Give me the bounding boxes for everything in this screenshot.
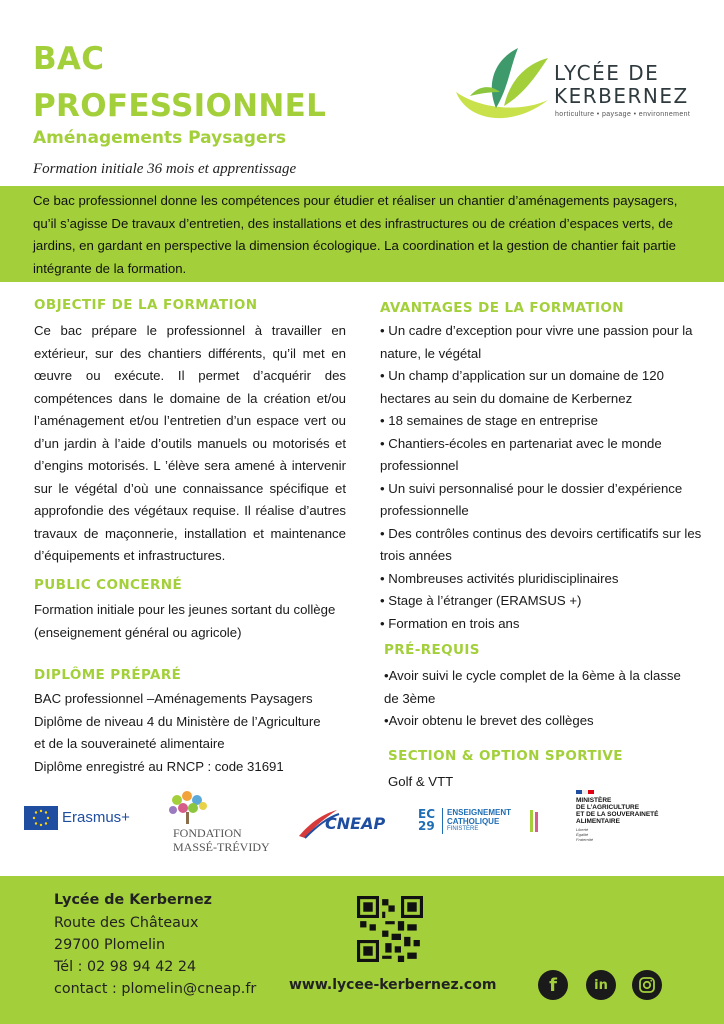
prerequis-list	[384, 665, 694, 733]
ec-label-1: ENSEIGNEMENT	[447, 808, 512, 817]
avantages-item: • Des contrôles continus des devoirs certificatifs sur les trois années	[380, 523, 710, 568]
avantages-heading: AVANTAGES DE LA FORMATION	[380, 300, 624, 316]
public-line-1: Formation initiale pour les jeunes sortant du collège	[34, 602, 336, 617]
erasmus-label: Erasmus+	[62, 809, 130, 826]
linkedin-icon[interactable]: in	[586, 970, 616, 1000]
kerbernez-logo-icon	[452, 48, 552, 128]
prerequis-heading: PRÉ-REQUIS	[384, 642, 480, 658]
cneap-label: CNEAP	[325, 814, 386, 833]
logo-tagline: horticulture • paysage • environnement	[555, 111, 691, 118]
footer-email[interactable]: contact : plomelin@cneap.fr	[54, 981, 257, 997]
public-text	[34, 599, 354, 644]
fondation-tree-icon	[165, 788, 215, 828]
diplome-text	[34, 688, 354, 778]
footer-school-name: Lycée de Kerbernez	[54, 892, 212, 908]
avantages-item: • Stage à l’étranger (ERAMSUS +)	[380, 590, 710, 613]
diplome-line-3: et de la souveraineté alimentaire	[34, 736, 225, 751]
devise-1: Liberté	[576, 827, 589, 832]
flag-red	[588, 790, 594, 794]
diplome-line-1: BAC professionnel –Aménagements Paysagers	[34, 691, 313, 706]
ec-bar-green	[530, 810, 533, 832]
devise-3: Fraternité	[576, 837, 594, 842]
ec-bar-pink	[535, 812, 538, 832]
avantages-item: • Un suivi personnalisé pour le dossier d’expérience professionnelle	[380, 478, 710, 523]
formation-type: Formation initiale 36 mois et apprentissage	[33, 161, 297, 177]
prerequis-item: • Avoir obtenu le brevet des collèges	[384, 710, 694, 733]
public-line-2: (enseignement général ou agricole)	[34, 624, 242, 640]
intro-text: Ce bac professionnel donne les compétences pour étudier et réaliser un chantier d’aménagements paysagers, qu’il s’agisse De travaux d’entretien, des installations et des infrastructures ou de création d’espaces verts, de jardins, en gardant en perspective la dimension écologique. La coordination et la gestion de chantier fait partie intégrante de la formation.	[33, 193, 678, 276]
avantages-item: • Chantiers-écoles en partenariat avec le monde professionnel	[380, 433, 710, 478]
ministere-label-1: MINISTÈRE	[576, 797, 612, 804]
logo-name-line-2: KERBERNEZ	[554, 84, 689, 108]
objectif-text: Ce bac prépare le professionnel à travailler en extérieur, sur des chantiers différents, qu’il met en œuvre ou exécute. Il permet d’acquérir des compétences dans le domaine de la création et/ou l’aménagement et/ou l’entretien d’un espace vert ou d’un jardin à l’aide d’outils manuels ou motorisés et d’engins motorisés. L ’élève sera amené à intervenir sur le végétal d’où une connaissance spécifique et approfondie des végétaux requise. Il réalise d’autres travaux de maçonnerie, installation et maintenance d’équipements et infrastructures.	[34, 323, 346, 563]
partners-strip	[0, 786, 724, 858]
ministere-label-2: DE L’AGRICULTURE	[576, 804, 640, 811]
ec-code-bottom: 29	[418, 819, 435, 833]
title-line-2: PROFESSIONNEL	[33, 88, 327, 124]
qr-code-icon[interactable]	[357, 896, 423, 962]
diplome-line-4: Diplôme enregistré au RNCP : code 31691	[34, 758, 284, 774]
page-title	[33, 36, 326, 130]
footer-website[interactable]: www.lycee-kerbernez.com	[289, 977, 497, 993]
avantages-item: • Un cadre d’exception pour vivre une passion pour la nature, le végétal	[380, 320, 710, 365]
ministere-label-4: ALIMENTAIRE	[576, 818, 620, 825]
facebook-icon[interactable]: f	[538, 970, 568, 1000]
fondation-logo	[165, 788, 275, 858]
ministere-logo	[574, 790, 684, 850]
prerequis-item: • Avoir suivi le cycle complet de la 6ème à la classe de 3ème	[384, 665, 694, 710]
ec-label-3: FINISTÈRE	[447, 826, 479, 832]
ec-divider	[442, 808, 443, 834]
cneap-logo	[297, 804, 387, 844]
footer-city: 29700 Plomelin	[54, 937, 166, 953]
avantages-item: • Nombreuses activités pluridisciplinaires	[380, 568, 710, 591]
avantages-list	[380, 320, 710, 635]
avantages-item: • Un champ d’application sur un domaine de 120 hectares au sein du domaine de Kerbernez	[380, 365, 710, 410]
ec-label-2: CATHOLIQUE	[447, 817, 500, 826]
avantages-item: • 18 semaines de stage en entreprise	[380, 410, 710, 433]
avantages-item: • Formation en trois ans	[380, 613, 710, 636]
objectif-heading: OBJECTIF DE LA FORMATION	[34, 297, 258, 313]
footer-phone[interactable]: Tél : 02 98 94 42 24	[54, 959, 197, 975]
title-line-1: BAC	[33, 41, 105, 77]
sport-text: Golf & VTT	[388, 774, 454, 789]
logo-name-line-1: LYCÉE DE	[554, 61, 660, 85]
ministere-label-3: ET DE LA SOUVERAINETÉ	[576, 811, 659, 818]
diplome-heading: DIPLÔME PRÉPARÉ	[34, 667, 182, 683]
instagram-icon[interactable]	[632, 970, 662, 1000]
footer-street: Route des Châteaux	[54, 915, 199, 931]
instagram-glyph	[638, 976, 656, 994]
diplome-line-2: Diplôme de niveau 4 du Ministère de l’Agriculture	[34, 713, 321, 729]
sport-heading: SECTION & OPTION SPORTIVE	[388, 748, 623, 764]
devise-2: Égalité	[576, 832, 589, 837]
ec-code-top: EC	[418, 807, 436, 821]
fondation-label-1: FONDATION	[173, 826, 242, 840]
fondation-label-2: MASSÉ-TRÉVIDY	[173, 840, 270, 854]
public-heading: PUBLIC CONCERNÉ	[34, 577, 183, 593]
enseignement-catholique-logo	[418, 808, 548, 844]
page-subtitle: Aménagements Paysagers	[33, 128, 287, 148]
erasmus-flag-icon	[24, 806, 58, 830]
kerbernez-logo	[452, 48, 712, 128]
